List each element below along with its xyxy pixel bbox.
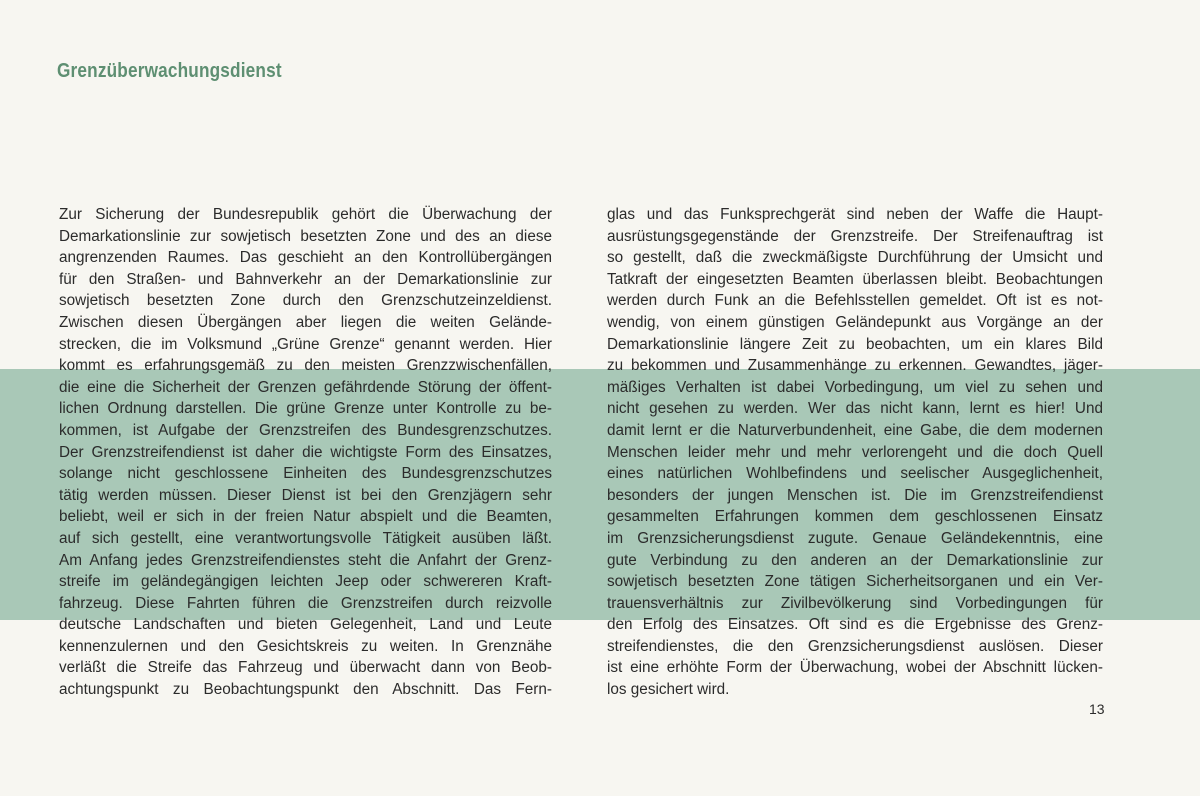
text-line: eines natürlichen Wohlbefindens und seelischer Ausgeglichenheit, bbox=[607, 465, 1103, 483]
text-line: los gesichert wird. bbox=[607, 681, 730, 699]
text-line: sowjetisch besetzten Zone tätigen Sicherheitsorganen und ein Ver- bbox=[607, 573, 1103, 591]
text-line: damit lernt er die Naturverbundenheit, eine Gabe, die dem modernen bbox=[607, 421, 1103, 439]
left-text-column bbox=[59, 204, 552, 701]
text-line: ist eine erhöhte Form der Überwachung, wobei der Abschnitt lücken- bbox=[607, 659, 1103, 677]
right-text-column bbox=[607, 204, 1103, 701]
text-line: Demarkationslinie längere Zeit zu beobachten, um ein klares Bild bbox=[607, 335, 1103, 353]
text-line: achtungspunkt zu Beobachtungspunkt den Abschnitt. Das Fern- bbox=[59, 681, 552, 699]
text-line: Zwischen diesen Übergängen aber liegen die weiten Gelände- bbox=[59, 313, 552, 331]
text-line: beliebt, weil er sich in der freien Natur abspielt und die Beamten, bbox=[59, 508, 552, 526]
text-line: zu bekommen und Zusammenhänge zu erkennen. Gewandtes, jäger- bbox=[607, 357, 1103, 375]
text-line: Am Anfang jedes Grenzstreifendienstes steht die Anfahrt der Grenz- bbox=[59, 551, 552, 569]
text-line: mäßiges Verhalten ist dabei Vorbedingung, um viel zu sehen und bbox=[607, 378, 1103, 396]
text-line: Zur Sicherung der Bundesrepublik gehört die Überwachung der bbox=[59, 206, 552, 223]
text-line: die eine die Sicherheit der Grenzen gefährdende Störung der öffent- bbox=[59, 378, 552, 396]
text-line: ausrüstungsgegenstände der Grenzstreife. Der Streifenauftrag ist bbox=[607, 227, 1103, 245]
text-line: Menschen leider mehr und mehr verlorengeht und die doch Quell bbox=[607, 443, 1103, 461]
text-line: solange nicht geschlossene Einheiten des Bundesgrenzschutzes bbox=[59, 465, 552, 483]
page-title: Grenzüberwachungsdienst bbox=[57, 60, 282, 82]
text-line: kennenzulernen und den Gesichtskreis zu weiten. In Grenznähe bbox=[59, 637, 552, 655]
text-line: den Erfolg des Einsatzes. Oft sind es die Ergebnisse des Grenz- bbox=[607, 616, 1103, 634]
text-line: angrenzenden Raumes. Das geschieht an den Kontrollübergängen bbox=[59, 249, 552, 267]
text-line: besonders der jungen Menschen ist. Die im Grenzstreifendienst bbox=[607, 486, 1103, 504]
page-number: 13 bbox=[1089, 701, 1105, 717]
text-line: streifendienstes, die den Grenzsicherungsdienst auslösen. Dieser bbox=[607, 637, 1103, 655]
text-line: sowjetisch besetzten Zone durch den Grenzschutzeinzeldienst. bbox=[59, 292, 552, 310]
text-line: so gestellt, daß die zweckmäßigste Durchführung der Umsicht und bbox=[607, 249, 1103, 267]
text-line: Demarkationslinie zur sowjetisch besetzten Zone und des an diese bbox=[59, 227, 552, 245]
text-line: für den Straßen- und Bahnverkehr an der Demarkationslinie zur bbox=[59, 270, 552, 288]
text-line: trauensverhältnis zur Zivilbevölkerung sind Vorbedingungen für bbox=[607, 594, 1103, 612]
text-line: deutsche Landschaften und bieten Gelegenheit, Land und Leute bbox=[59, 616, 552, 634]
text-line: gesammelten Erfahrungen kommen dem geschlossenen Einsatz bbox=[607, 508, 1103, 526]
text-line: kommen, ist Aufgabe der Grenzstreifen des Bundesgrenzschutzes. bbox=[59, 421, 552, 439]
text-line: fahrzeug. Diese Fahrten führen die Grenzstreifen durch reizvolle bbox=[59, 594, 552, 612]
text-line: auf sich gestellt, eine verantwortungsvolle Tätigkeit ausüben läßt. bbox=[59, 529, 552, 547]
text-line: streife im geländegängigen leichten Jeep oder schwereren Kraft- bbox=[59, 573, 552, 591]
text-line: strecken, die im Volksmund „Grüne Grenze“ genannt werden. Hier bbox=[59, 335, 552, 353]
text-line: wendig, von einem günstigen Geländepunkt aus Vorgänge an der bbox=[607, 313, 1103, 331]
text-line: Der Grenzstreifendienst ist daher die wichtigste Form des Einsatzes, bbox=[59, 443, 552, 461]
text-line: tätig werden müssen. Dieser Dienst ist bei den Grenzjägern sehr bbox=[59, 486, 552, 504]
text-line: gute Verbindung zu den anderen an der Demarkationslinie zur bbox=[607, 551, 1103, 569]
text-line: Tatkraft der eingesetzten Beamten überlassen bleibt. Beobachtungen bbox=[607, 270, 1103, 288]
text-line: verläßt die Streife das Fahrzeug und überwacht dann von Beob- bbox=[59, 659, 552, 677]
text-line: lichen Ordnung darstellen. Die grüne Grenze unter Kontrolle zu be- bbox=[59, 400, 552, 418]
text-line: werden durch Funk an die Befehlsstellen gemeldet. Oft ist es not- bbox=[607, 292, 1103, 310]
text-line: nicht gesehen zu werden. Wer das nicht kann, lernt es hier! Und bbox=[607, 400, 1103, 418]
text-line: kommt es erfahrungsgemäß zu den meisten Grenzzwischenfällen, bbox=[59, 357, 552, 375]
text-line: glas und das Funksprechgerät sind neben der Waffe die Haupt- bbox=[607, 206, 1103, 223]
text-line: im Grenzsicherungsdienst zugute. Genaue Geländekenntnis, eine bbox=[607, 529, 1103, 547]
